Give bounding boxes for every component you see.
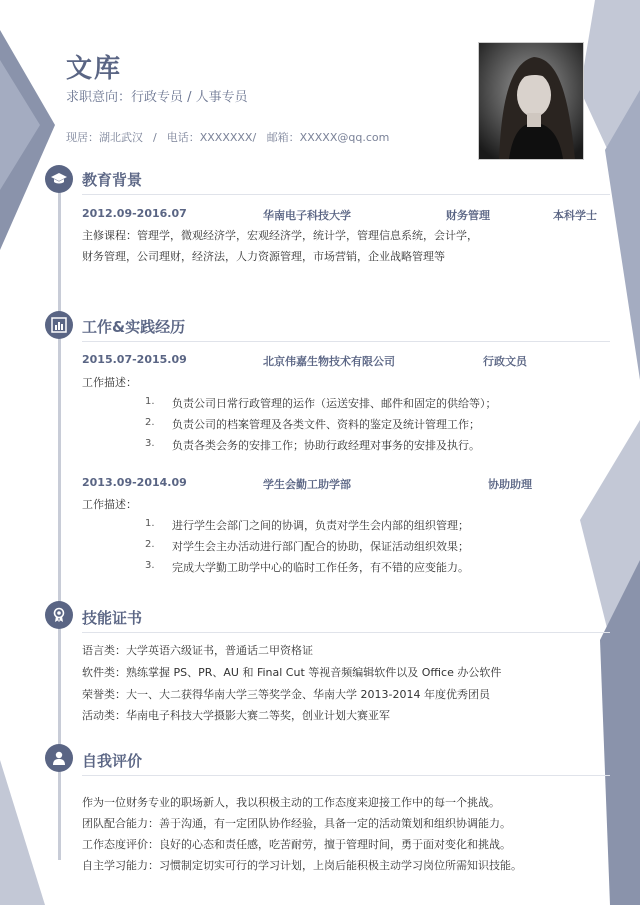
person-icon — [51, 750, 67, 766]
skill-line: 荣誉类：大一、大二获得华南大学三等奖学金、华南大学 2013-2014 年度优秀团员 — [82, 688, 490, 701]
education-section-icon — [45, 165, 73, 193]
self-eval-line: 自主学习能力：习惯制定切实可行的学习计划，上岗后能积极主动学习岗位所需知识技能。 — [82, 859, 522, 872]
contact-location: 现居：湖北武汉 — [66, 131, 143, 144]
job-item-text: 完成大学勤工助学中心的临时工作任务，有不错的应变能力。 — [172, 561, 469, 574]
self-eval-line: 工作态度评价：良好的心态和责任感，吃苦耐劳，擅于管理时间，勇于面对变化和挑战。 — [82, 838, 511, 851]
skills-title: 技能证书 — [82, 609, 143, 627]
self-eval-line: 作为一位财务专业的职场新人，我以积极主动的工作态度来迎接工作中的每一个挑战。 — [82, 796, 500, 809]
education-school: 华南电子科技大学 — [263, 209, 351, 222]
candidate-name: 文库 — [66, 54, 123, 84]
job-period: 2015.07-2015.09 — [82, 353, 187, 366]
self-eval-line: 团队配合能力：善于沟通，有一定团队协作经验，具备一定的活动策划和组织协调能力。 — [82, 817, 511, 830]
education-major: 财务管理 — [446, 209, 490, 222]
work-title: 工作&实践经历 — [82, 318, 186, 336]
contact-separator: / — [153, 131, 157, 144]
job-item-number: 3. — [145, 438, 155, 449]
education-divider — [82, 194, 610, 195]
self-eval-section-icon — [45, 744, 73, 772]
job-desc-label: 工作描述： — [82, 376, 137, 389]
job-item-text: 负责公司的档案管理及各类文件、资料的鉴定及统计管理工作； — [172, 418, 480, 431]
job-org: 学生会勤工助学部 — [263, 478, 351, 491]
job-item-number: 1. — [145, 518, 155, 529]
job-item-text: 负责公司日常行政管理的运作（运送安排、邮件和固定的供给等）； — [172, 397, 497, 410]
job-role: 行政文员 — [483, 355, 527, 368]
work-divider — [82, 341, 610, 342]
education-courses-line1: 主修课程：管理学，微观经济学，宏观经济学，统计学，管理信息系统，会计学， — [82, 229, 478, 242]
job-role: 协助助理 — [488, 478, 532, 491]
education-period: 2012.09-2016.07 — [82, 207, 187, 220]
contact-info — [66, 129, 389, 145]
job-item-text: 对学生会主办活动进行部门配合的协助，保证活动组织效果； — [172, 540, 469, 553]
job-org: 北京伟嘉生物技术有限公司 — [263, 355, 395, 368]
education-title: 教育背景 — [82, 171, 143, 189]
job-item-number: 2. — [145, 417, 155, 428]
contact-phone: 电话：XXXXXXX/ — [166, 131, 257, 144]
graduation-cap-icon — [51, 171, 67, 187]
job-item-number: 2. — [145, 539, 155, 550]
skill-line: 活动类：华南电子科技大学摄影大赛二等奖，创业计划大赛亚军 — [82, 709, 390, 722]
certificate-icon — [51, 607, 67, 623]
work-section-icon — [45, 311, 73, 339]
education-degree: 本科学士 — [553, 209, 597, 222]
job-item-text: 进行学生会部门之间的协调，负责对学生会内部的组织管理； — [172, 519, 469, 532]
job-intent: 求职意向：行政专员 / 人事专员 — [66, 90, 248, 105]
skill-line: 软件类：熟练掌握 PS、PR、AU 和 Final Cut 等视音频编辑软件以及 Office 办公软件 — [82, 666, 502, 679]
skills-section-icon — [45, 601, 73, 629]
self-eval-title: 自我评价 — [82, 752, 143, 770]
bar-chart-icon — [51, 317, 67, 333]
job-item-text: 负责各类会务的安排工作；协助行政经理对事务的安排及执行。 — [172, 439, 480, 452]
skill-line: 语言类：大学英语六级证书，普通话二甲资格证 — [82, 644, 313, 657]
self-eval-divider — [82, 775, 610, 776]
job-item-number: 1. — [145, 396, 155, 407]
contact-email: 邮箱：XXXXX@qq.com — [266, 131, 390, 144]
skills-divider — [82, 632, 610, 633]
job-desc-label: 工作描述： — [82, 498, 137, 511]
job-item-number: 3. — [145, 560, 155, 571]
profile-photo — [478, 42, 584, 160]
job-period: 2013.09-2014.09 — [82, 476, 187, 489]
education-courses-line2: 财务管理，公司理财，经济法，人力资源管理，市场营销，企业战略管理等 — [82, 250, 445, 263]
